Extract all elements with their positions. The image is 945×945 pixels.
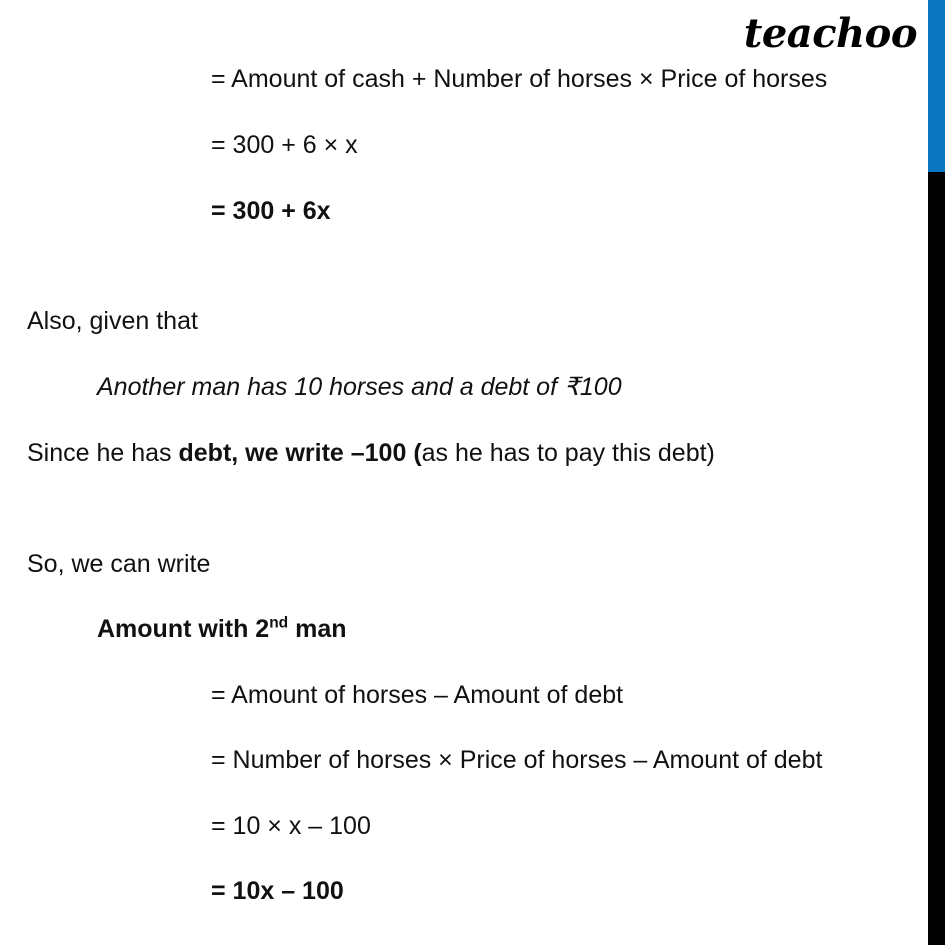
black-edge-bar: [928, 172, 945, 945]
text-since-he-has-debt-prefix: Since he has: [27, 439, 179, 467]
text-also-given-that: Also, given that: [27, 307, 198, 335]
equation-line-300-plus-6x-result: = 300 + 6x: [211, 197, 331, 225]
equation-line-amount-horses-minus-debt: = Amount of horses – Amount of debt: [211, 681, 624, 709]
text-since-he-has-debt-bold: debt, we write –100 (: [178, 439, 422, 467]
text-since-he-has-debt-suffix: as he has to pay this debt): [421, 439, 715, 467]
equation-line-300-plus-6-times-x: = 300 + 6 × x: [211, 131, 358, 159]
teachoo-logo: teachoo: [743, 10, 917, 57]
equation-line-amount-first-man-expanded: = Amount of cash + Number of horses × Price of horses: [211, 65, 828, 93]
equation-line-10-times-x-minus-100: = 10 × x – 100: [211, 812, 371, 840]
text-so-we-can-write: So, we can write: [27, 550, 211, 578]
heading-amount-with-2nd-man: [97, 614, 347, 644]
equation-line-number-horses-times-price-minus-debt: = Number of horses × Price of horses – Amount of debt: [211, 746, 823, 774]
heading-amount-with-2nd-man-prefix: Amount with 2: [97, 615, 270, 643]
text-since-he-has-debt: [27, 438, 715, 468]
blue-edge-bar: [928, 0, 945, 172]
heading-amount-with-2nd-man-suffix: man: [288, 615, 347, 643]
equation-line-10x-minus-100-result: = 10x – 100: [211, 877, 344, 905]
ordinal-suffix-nd: nd: [269, 614, 289, 632]
text-given-statement-second-man: Another man has 10 horses and a debt of ₹100: [97, 373, 622, 401]
